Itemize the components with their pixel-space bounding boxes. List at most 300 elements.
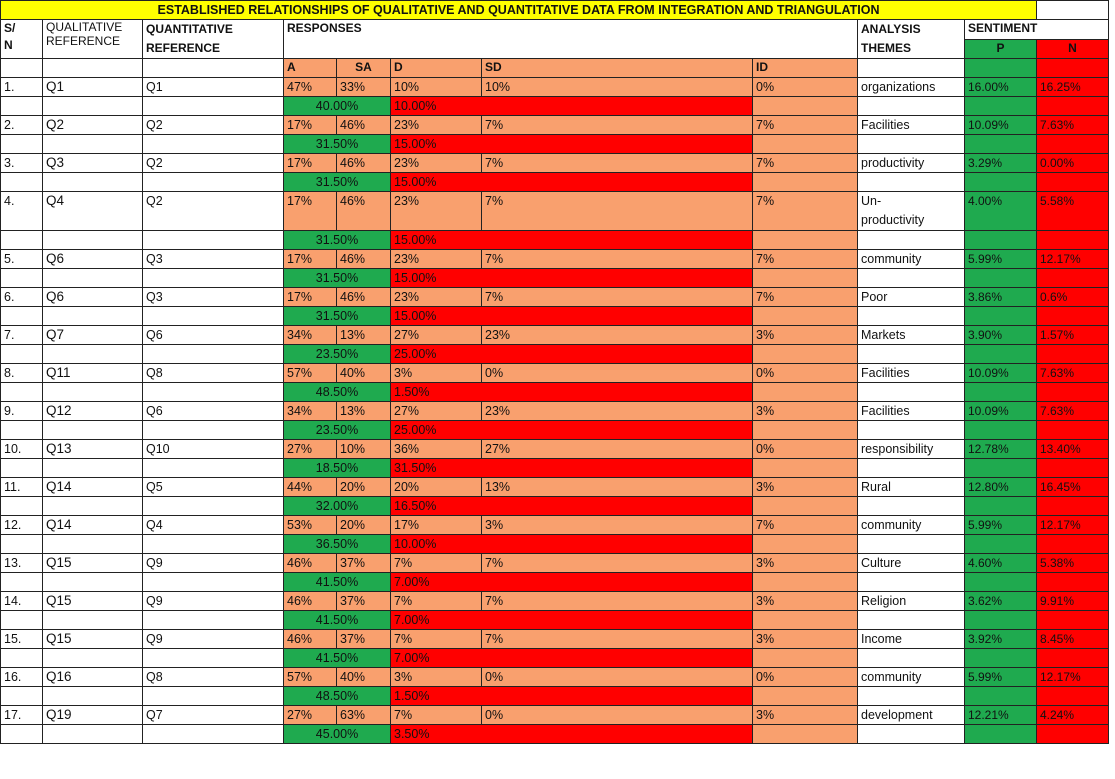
blank-cell (1037, 135, 1109, 154)
blank-cell (965, 269, 1037, 288)
disagree-total: 15.00% (391, 135, 753, 154)
blank-cell (1037, 421, 1109, 440)
sentiment-negative: 12.17% (1037, 668, 1109, 687)
response-a: 34% (284, 326, 337, 345)
blank-cell (965, 421, 1037, 440)
blank-cell (858, 135, 965, 154)
blank-cell (858, 649, 965, 668)
blank-cell (1, 173, 43, 192)
blank-cell (858, 307, 965, 326)
blank-cell (1037, 535, 1109, 554)
qualitative-ref: Q19 (43, 706, 143, 725)
quantitative-ref: Q2 (143, 192, 284, 231)
qualitative-header (43, 20, 143, 59)
blank-cell (43, 345, 143, 364)
blank-cell (143, 345, 284, 364)
agree-total: 23.50% (284, 421, 391, 440)
blank-cell (143, 97, 284, 116)
quantitative-header (143, 20, 284, 59)
quantitative-header-line2: REFERENCE (146, 41, 221, 55)
response-sa: 46% (337, 192, 391, 231)
qualitative-ref: Q6 (43, 250, 143, 269)
blank-cell (965, 383, 1037, 402)
blank-cell (753, 649, 858, 668)
agree-total: 23.50% (284, 345, 391, 364)
responses-header: RESPONSES (284, 20, 858, 59)
response-sa: 37% (337, 554, 391, 573)
table-row (1, 592, 1109, 611)
response-id: 7% (753, 154, 858, 173)
blank-cell (965, 535, 1037, 554)
analysis-theme: Culture (858, 554, 965, 573)
sn-header-line2: N (4, 38, 13, 52)
response-d: 17% (391, 516, 482, 535)
blank-cell (43, 725, 143, 744)
sentiment-positive: 10.09% (965, 402, 1037, 421)
response-sa: 20% (337, 478, 391, 497)
blank-cell (1, 649, 43, 668)
blank-cell (858, 173, 965, 192)
serial-number: 17. (1, 706, 43, 725)
summary-row (1, 345, 1109, 364)
table-row (1, 288, 1109, 307)
disagree-total: 10.00% (391, 97, 753, 116)
qualitative-ref: Q14 (43, 516, 143, 535)
response-id: 7% (753, 250, 858, 269)
analysis-theme (858, 192, 965, 231)
response-sd: 7% (482, 116, 753, 135)
table-row (1, 78, 1109, 97)
response-sd: 3% (482, 516, 753, 535)
blank-cell (858, 59, 965, 78)
themes-header (858, 20, 965, 59)
response-d: 27% (391, 402, 482, 421)
response-id: 3% (753, 478, 858, 497)
table-row (1, 326, 1109, 345)
table-row (1, 668, 1109, 687)
blank-cell (753, 97, 858, 116)
qualitative-ref: Q1 (43, 78, 143, 97)
serial-number: 14. (1, 592, 43, 611)
quantitative-ref: Q3 (143, 250, 284, 269)
response-id: 3% (753, 592, 858, 611)
response-sa: 40% (337, 668, 391, 687)
blank-cell (1037, 345, 1109, 364)
response-id: 0% (753, 78, 858, 97)
qualitative-ref: Q3 (43, 154, 143, 173)
blank-cell (753, 383, 858, 402)
response-sd: 0% (482, 706, 753, 725)
sentiment-negative: 7.63% (1037, 402, 1109, 421)
blank-cell (965, 231, 1037, 250)
blank-cell (1037, 649, 1109, 668)
sentiment-positive: 3.86% (965, 288, 1037, 307)
summary-row (1, 135, 1109, 154)
disagree-total: 7.00% (391, 649, 753, 668)
blank-cell (43, 649, 143, 668)
blank-cell (858, 725, 965, 744)
blank-cell (1037, 573, 1109, 592)
blank-cell (1, 59, 43, 78)
blank-cell (1037, 97, 1109, 116)
response-sd: 7% (482, 592, 753, 611)
blank-cell (143, 307, 284, 326)
response-a: 47% (284, 78, 337, 97)
response-d: 23% (391, 250, 482, 269)
response-id: 3% (753, 326, 858, 345)
response-id: 7% (753, 516, 858, 535)
blank-cell (1, 573, 43, 592)
summary-row (1, 725, 1109, 744)
quantitative-ref: Q6 (143, 326, 284, 345)
analysis-theme: Facilities (858, 116, 965, 135)
quantitative-ref: Q7 (143, 706, 284, 725)
sentiment-positive: 5.99% (965, 516, 1037, 535)
analysis-theme: Facilities (858, 402, 965, 421)
blank-cell (43, 535, 143, 554)
serial-number: 15. (1, 630, 43, 649)
response-a: 17% (284, 250, 337, 269)
blank-cell (1, 497, 43, 516)
table-row (1, 478, 1109, 497)
disagree-total: 1.50% (391, 383, 753, 402)
summary-row (1, 459, 1109, 478)
response-sa: 33% (337, 78, 391, 97)
sentiment-positive: 12.78% (965, 440, 1037, 459)
sn-header (1, 20, 43, 59)
blank-cell (1, 345, 43, 364)
disagree-total: 31.50% (391, 459, 753, 478)
themes-header-line2: THEMES (861, 41, 912, 55)
response-id: 3% (753, 706, 858, 725)
blank-cell (1, 725, 43, 744)
response-id: 0% (753, 668, 858, 687)
quantitative-ref: Q5 (143, 478, 284, 497)
qualitative-ref: Q15 (43, 592, 143, 611)
summary-row (1, 421, 1109, 440)
response-a: 17% (284, 288, 337, 307)
sentiment-negative: 16.45% (1037, 478, 1109, 497)
response-d: 20% (391, 478, 482, 497)
agree-total: 40.00% (284, 97, 391, 116)
sentiment-negative: 5.38% (1037, 554, 1109, 573)
response-sd: 7% (482, 154, 753, 173)
themes-header-line1: ANALYSIS (861, 22, 921, 36)
blank-cell (143, 649, 284, 668)
sentiment-positive: 3.92% (965, 630, 1037, 649)
response-sd: 7% (482, 250, 753, 269)
blank-cell (143, 135, 284, 154)
blank-cell (1037, 687, 1109, 706)
sentiment-negative: 0.00% (1037, 154, 1109, 173)
response-d: 36% (391, 440, 482, 459)
summary-row (1, 497, 1109, 516)
response-sd: 0% (482, 668, 753, 687)
response-sa: 40% (337, 364, 391, 383)
response-sd: 0% (482, 364, 753, 383)
response-sd: 27% (482, 440, 753, 459)
blank-cell (965, 345, 1037, 364)
sentiment-negative: 7.63% (1037, 364, 1109, 383)
table-row (1, 516, 1109, 535)
summary-row (1, 687, 1109, 706)
serial-number: 9. (1, 402, 43, 421)
qualitative-ref: Q11 (43, 364, 143, 383)
analysis-theme: community (858, 516, 965, 535)
quantitative-ref: Q8 (143, 668, 284, 687)
serial-number: 10. (1, 440, 43, 459)
agree-total: 18.50% (284, 459, 391, 478)
analysis-theme: Rural (858, 478, 965, 497)
response-sd: 7% (482, 192, 753, 231)
blank-cell (43, 231, 143, 250)
disagree-total: 3.50% (391, 725, 753, 744)
serial-number: 16. (1, 668, 43, 687)
blank-cell (753, 269, 858, 288)
quantitative-ref: Q8 (143, 364, 284, 383)
sentiment-positive: 4.60% (965, 554, 1037, 573)
response-d: 23% (391, 154, 482, 173)
sentiment-negative: 8.45% (1037, 630, 1109, 649)
summary-row (1, 269, 1109, 288)
blank-cell (143, 535, 284, 554)
quantitative-ref: Q3 (143, 288, 284, 307)
agree-total: 41.50% (284, 611, 391, 630)
blank-cell (753, 497, 858, 516)
blank-cell (1037, 459, 1109, 478)
response-sd: 7% (482, 554, 753, 573)
quantitative-ref: Q4 (143, 516, 284, 535)
table-row (1, 630, 1109, 649)
analysis-theme: responsibility (858, 440, 965, 459)
qualitative-ref: Q4 (43, 192, 143, 231)
blank-cell (43, 611, 143, 630)
response-d: 3% (391, 668, 482, 687)
response-sd: 23% (482, 326, 753, 345)
qualitative-ref: Q16 (43, 668, 143, 687)
response-sa: 46% (337, 116, 391, 135)
analysis-theme-line2: productivity (861, 213, 925, 227)
sentiment-negative: 12.17% (1037, 516, 1109, 535)
blank-cell (143, 59, 284, 78)
blank-cell (858, 269, 965, 288)
quantitative-ref: Q2 (143, 154, 284, 173)
quantitative-ref: Q2 (143, 116, 284, 135)
blank-cell (1, 611, 43, 630)
blank-cell (1, 231, 43, 250)
response-d: 23% (391, 192, 482, 231)
blank-cell (858, 97, 965, 116)
analysis-theme: organizations (858, 78, 965, 97)
agree-total: 31.50% (284, 231, 391, 250)
agree-total: 31.50% (284, 269, 391, 288)
blank-cell (1037, 269, 1109, 288)
sentiment-negative: 16.25% (1037, 78, 1109, 97)
response-id: 3% (753, 402, 858, 421)
blank-cell (1, 687, 43, 706)
summary-row (1, 307, 1109, 326)
response-sa: 37% (337, 592, 391, 611)
qualitative-header-line1: QUALITATIVE (46, 20, 123, 34)
response-a: 17% (284, 116, 337, 135)
blank-cell (1, 459, 43, 478)
agree-total: 41.50% (284, 649, 391, 668)
sentiment-positive: 3.29% (965, 154, 1037, 173)
blank-cell (858, 535, 965, 554)
sentiment-negative: 7.63% (1037, 116, 1109, 135)
sentiment-positive: 3.90% (965, 326, 1037, 345)
blank-cell (858, 231, 965, 250)
agree-total: 31.50% (284, 307, 391, 326)
serial-number: 11. (1, 478, 43, 497)
col-a-header: A (284, 59, 337, 78)
positive-header: P (965, 39, 1037, 59)
response-a: 34% (284, 402, 337, 421)
blank-cell (143, 687, 284, 706)
blank-cell (1037, 307, 1109, 326)
qualitative-header-line2: REFERENCE (46, 34, 121, 48)
table-row (1, 440, 1109, 459)
blank-cell (1, 269, 43, 288)
sentiment-positive: 12.80% (965, 478, 1037, 497)
blank-cell (753, 459, 858, 478)
analysis-theme: community (858, 250, 965, 269)
quantitative-ref: Q9 (143, 592, 284, 611)
response-a: 46% (284, 554, 337, 573)
blank-cell (965, 307, 1037, 326)
table-row (1, 250, 1109, 269)
response-id: 7% (753, 192, 858, 231)
agree-total: 31.50% (284, 135, 391, 154)
blank-cell (965, 173, 1037, 192)
table-row (1, 154, 1109, 173)
col-sa-header: SA (337, 59, 391, 78)
blank-cell (965, 611, 1037, 630)
analysis-theme: Facilities (858, 364, 965, 383)
blank-cell (753, 573, 858, 592)
response-id: 3% (753, 554, 858, 573)
blank-cell (753, 687, 858, 706)
response-a: 17% (284, 192, 337, 231)
sentiment-negative: 1.57% (1037, 326, 1109, 345)
response-sa: 10% (337, 440, 391, 459)
blank-cell (43, 269, 143, 288)
summary-row (1, 611, 1109, 630)
blank-cell (858, 345, 965, 364)
serial-number: 7. (1, 326, 43, 345)
agree-total: 48.50% (284, 383, 391, 402)
qualitative-ref: Q15 (43, 554, 143, 573)
analysis-theme: Religion (858, 592, 965, 611)
table-row (1, 706, 1109, 725)
response-d: 27% (391, 326, 482, 345)
blank-cell (1037, 173, 1109, 192)
agree-total: 45.00% (284, 725, 391, 744)
response-d: 7% (391, 554, 482, 573)
response-id: 0% (753, 364, 858, 383)
blank-cell (858, 573, 965, 592)
response-d: 23% (391, 288, 482, 307)
blank-cell (143, 383, 284, 402)
sn-header-line1: S/ (4, 21, 16, 35)
blank-cell (1037, 497, 1109, 516)
quantitative-ref: Q6 (143, 402, 284, 421)
disagree-total: 7.00% (391, 573, 753, 592)
disagree-total: 7.00% (391, 611, 753, 630)
blank-cell (753, 173, 858, 192)
response-a: 27% (284, 706, 337, 725)
blank-cell (43, 459, 143, 478)
qualitative-ref: Q2 (43, 116, 143, 135)
analysis-theme: community (858, 668, 965, 687)
sentiment-positive: 4.00% (965, 192, 1037, 231)
blank-cell (965, 649, 1037, 668)
serial-number: 6. (1, 288, 43, 307)
blank-cell (143, 497, 284, 516)
blank-cell (965, 135, 1037, 154)
response-a: 53% (284, 516, 337, 535)
blank-cell (143, 269, 284, 288)
summary-row (1, 649, 1109, 668)
response-sa: 63% (337, 706, 391, 725)
sentiment-negative: 12.17% (1037, 250, 1109, 269)
blank-cell (753, 345, 858, 364)
analysis-theme: Income (858, 630, 965, 649)
blank-cell (753, 611, 858, 630)
agree-total: 31.50% (284, 173, 391, 192)
response-d: 7% (391, 630, 482, 649)
response-id: 0% (753, 440, 858, 459)
sentiment-negative: 9.91% (1037, 592, 1109, 611)
blank-cell (753, 231, 858, 250)
response-a: 57% (284, 364, 337, 383)
sentiment-positive: 3.62% (965, 592, 1037, 611)
qualitative-ref: Q6 (43, 288, 143, 307)
analysis-theme: Markets (858, 326, 965, 345)
qualitative-ref: Q15 (43, 630, 143, 649)
response-a: 27% (284, 440, 337, 459)
agree-total: 36.50% (284, 535, 391, 554)
response-sd: 7% (482, 288, 753, 307)
blank-cell (1, 135, 43, 154)
disagree-total: 16.50% (391, 497, 753, 516)
blank-cell (1, 307, 43, 326)
title-spacer (1037, 1, 1109, 20)
blank-cell (43, 135, 143, 154)
sentiment-positive: 10.09% (965, 116, 1037, 135)
blank-cell (1, 97, 43, 116)
qualitative-ref: Q13 (43, 440, 143, 459)
sentiment-positive: 10.09% (965, 364, 1037, 383)
blank-cell (965, 687, 1037, 706)
blank-cell (858, 421, 965, 440)
response-id: 7% (753, 116, 858, 135)
blank-cell (1037, 725, 1109, 744)
sentiment-negative: 0.6% (1037, 288, 1109, 307)
quantitative-header-line1: QUANTITATIVE (146, 22, 233, 36)
blank-cell (43, 307, 143, 326)
response-d: 7% (391, 592, 482, 611)
blank-cell (965, 573, 1037, 592)
sentiment-positive: 5.99% (965, 668, 1037, 687)
response-sa: 20% (337, 516, 391, 535)
blank-cell (1037, 611, 1109, 630)
summary-row (1, 97, 1109, 116)
quantitative-ref: Q9 (143, 554, 284, 573)
summary-row (1, 383, 1109, 402)
blank-cell (753, 535, 858, 554)
response-sd: 10% (482, 78, 753, 97)
